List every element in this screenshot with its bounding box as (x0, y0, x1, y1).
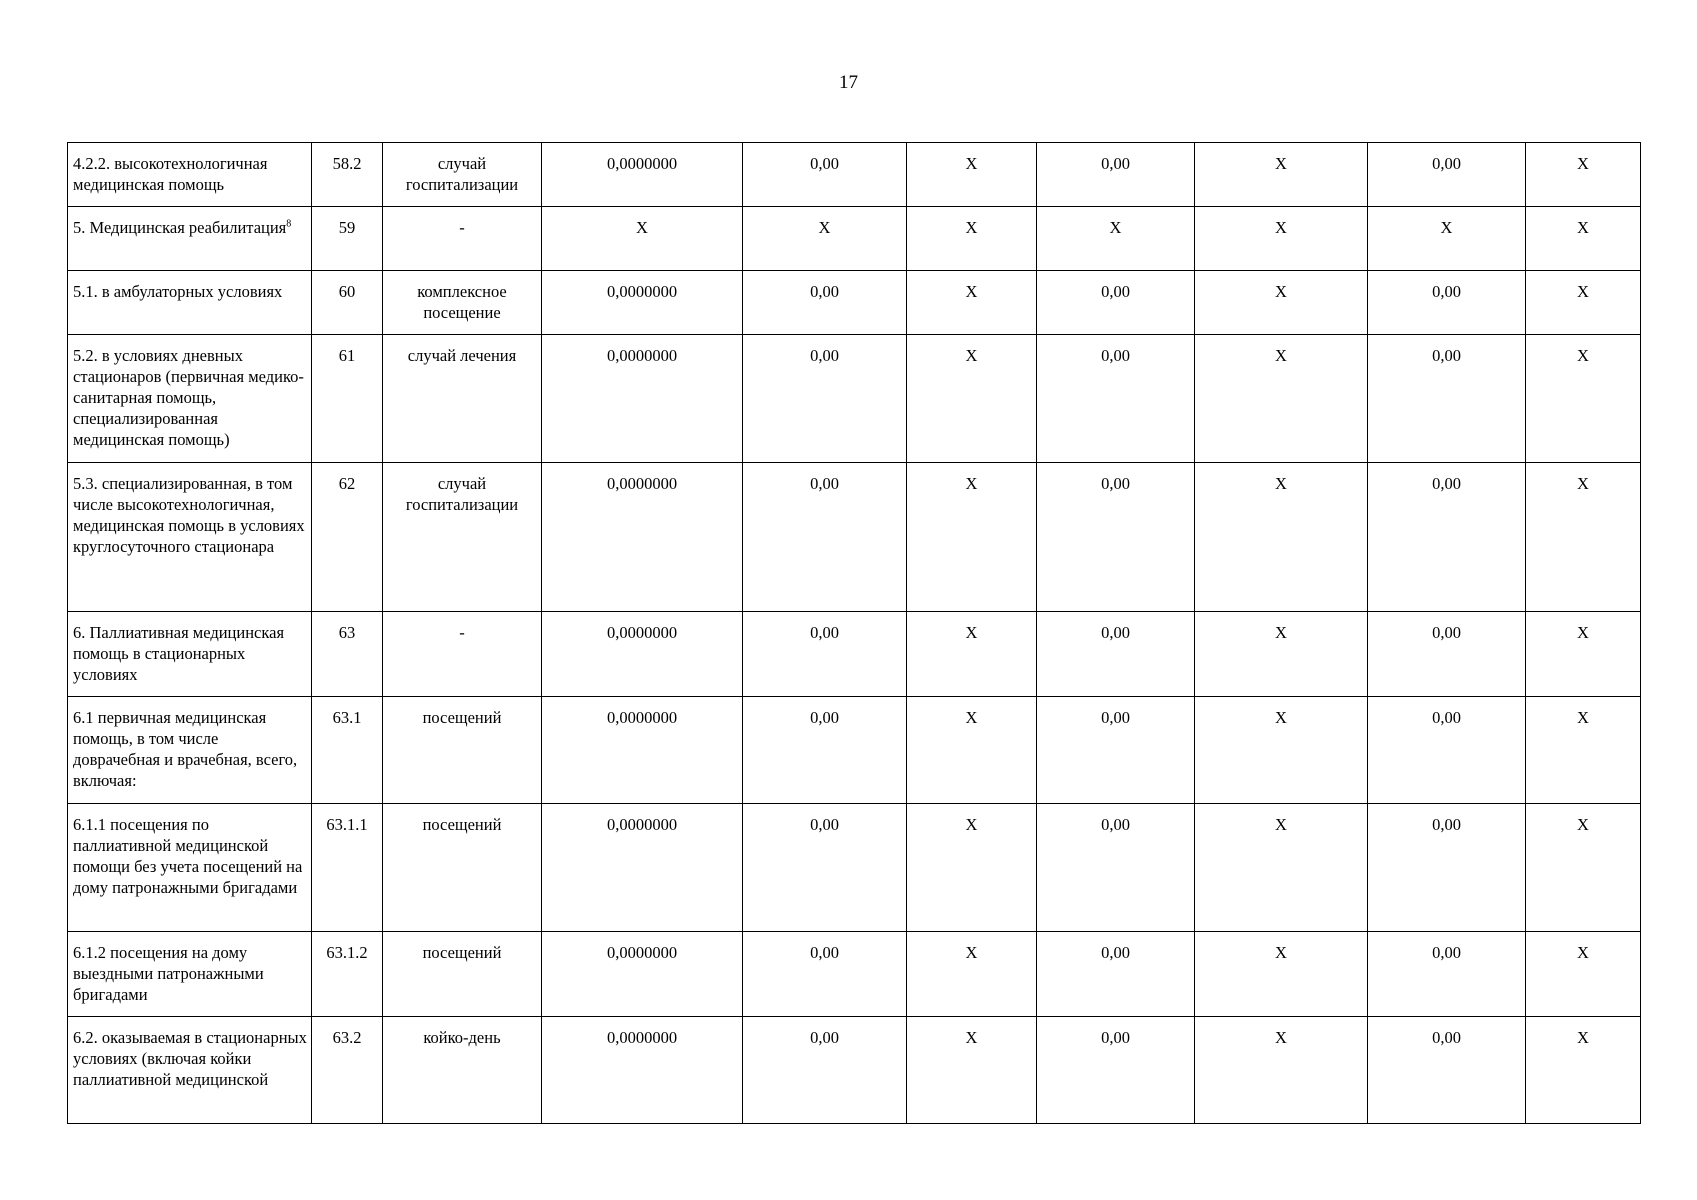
row-value-cell: X (1526, 335, 1641, 463)
row-value-cell: 0,00 (1037, 335, 1195, 463)
row-unit-cell: случай госпитализации (383, 463, 542, 612)
row-value-cell: X (907, 697, 1037, 804)
row-value-cell: X (907, 1017, 1037, 1124)
row-value-cell: 0,0000000 (542, 697, 743, 804)
row-value-cell: X (1195, 143, 1368, 207)
row-value-cell: X (1195, 697, 1368, 804)
row-value-cell: X (907, 612, 1037, 697)
row-value-cell: X (1195, 932, 1368, 1017)
row-value-cell: 0,00 (1037, 271, 1195, 335)
row-code-cell: 63 (312, 612, 383, 697)
table-row (68, 932, 1641, 1017)
row-value-cell: 0,00 (1368, 143, 1526, 207)
row-name-cell: 6.1.1 посещения по паллиативной медицинской помощи без учета посещений на дому патронажными бригадами (68, 804, 312, 932)
row-code-cell: 59 (312, 207, 383, 271)
row-value-cell: 0,00 (743, 463, 907, 612)
row-value-cell: X (907, 207, 1037, 271)
row-value-cell: X (907, 143, 1037, 207)
row-name-cell: 5. Медицинская реабилитация$^8$ (68, 207, 312, 271)
row-value-cell: 0,0000000 (542, 335, 743, 463)
table-row (68, 143, 1641, 207)
row-code-cell: 62 (312, 463, 383, 612)
row-value-cell: 0,00 (1368, 1017, 1526, 1124)
row-value-cell: 0,0000000 (542, 932, 743, 1017)
row-value-cell: 0,00 (1368, 271, 1526, 335)
row-unit-cell: случай лечения (383, 335, 542, 463)
row-value-cell: 0,00 (1368, 335, 1526, 463)
row-value-cell: X (1368, 207, 1526, 271)
row-value-cell: 0,00 (743, 143, 907, 207)
row-value-cell: X (542, 207, 743, 271)
row-name-cell: 6. Паллиативная медицинская помощь в стационарных условиях (68, 612, 312, 697)
row-value-cell: X (907, 463, 1037, 612)
row-value-cell: 0,0000000 (542, 463, 743, 612)
row-unit-cell: посещений (383, 697, 542, 804)
row-value-cell: 0,0000000 (542, 1017, 743, 1124)
row-value-cell: 0,00 (1037, 612, 1195, 697)
row-value-cell: 0,00 (1037, 143, 1195, 207)
table-row (68, 207, 1641, 271)
row-value-cell: 0,0000000 (542, 271, 743, 335)
row-value-cell: 0,0000000 (542, 612, 743, 697)
row-unit-cell: комплексное посещение (383, 271, 542, 335)
table-row (68, 463, 1641, 612)
row-value-cell: 0,00 (1037, 804, 1195, 932)
row-value-cell: 0,00 (1368, 697, 1526, 804)
row-unit-cell: - (383, 207, 542, 271)
row-value-cell: 0,00 (1368, 932, 1526, 1017)
table-row (68, 804, 1641, 932)
row-code-cell: 58.2 (312, 143, 383, 207)
row-value-cell: 0,00 (743, 697, 907, 804)
row-value-cell: X (1195, 335, 1368, 463)
row-value-cell: 0,00 (1037, 463, 1195, 612)
row-value-cell: X (743, 207, 907, 271)
row-code-cell: 61 (312, 335, 383, 463)
row-name-cell: 5.1. в амбулаторных условиях (68, 271, 312, 335)
table-row (68, 335, 1641, 463)
row-value-cell: X (1195, 804, 1368, 932)
row-value-cell: X (1195, 463, 1368, 612)
row-name-cell: 4.2.2. высокотехнологичная медицинская помощь (68, 143, 312, 207)
row-value-cell: 0,00 (743, 804, 907, 932)
row-code-cell: 63.1.2 (312, 932, 383, 1017)
row-code-cell: 63.1.1 (312, 804, 383, 932)
row-value-cell: X (1037, 207, 1195, 271)
page-number: 17 (839, 72, 858, 93)
row-value-cell: 0,00 (1037, 1017, 1195, 1124)
row-value-cell: X (1195, 207, 1368, 271)
row-value-cell: 0,00 (1037, 932, 1195, 1017)
row-value-cell: X (1526, 612, 1641, 697)
row-value-cell: 0,0000000 (542, 804, 743, 932)
row-name-cell: 6.1 первичная медицинская помощь, в том числе доврачебная и врачебная, всего, включая: (68, 697, 312, 804)
row-unit-cell: посещений (383, 932, 542, 1017)
row-value-cell: 0,00 (1368, 463, 1526, 612)
row-value-cell: X (1526, 143, 1641, 207)
row-value-cell: 0,00 (1037, 697, 1195, 804)
footnote-marker: 8 (286, 218, 292, 230)
table-row (68, 1017, 1641, 1124)
table-row (68, 697, 1641, 804)
row-value-cell: X (1526, 1017, 1641, 1124)
row-name-cell: 6.2. оказываемая в стационарных условиях (включая койки паллиативной медицинской (68, 1017, 312, 1124)
row-code-cell: 63.2 (312, 1017, 383, 1124)
row-value-cell: X (907, 932, 1037, 1017)
row-name-cell: 6.1.2 посещения на дому выездными патронажными бригадами (68, 932, 312, 1017)
row-value-cell: 0,00 (1368, 612, 1526, 697)
row-value-cell: X (1526, 697, 1641, 804)
table-row (68, 612, 1641, 697)
row-value-cell: X (907, 804, 1037, 932)
row-value-cell: X (1526, 271, 1641, 335)
row-value-cell: 0,00 (1368, 804, 1526, 932)
row-value-cell: X (1195, 271, 1368, 335)
row-value-cell: X (1195, 1017, 1368, 1124)
row-name-cell: 5.3. специализированная, в том числе высокотехнологичная, медицинская помощь в условиях круглосуточного стационара (68, 463, 312, 612)
row-name-cell: 5.2. в условиях дневных стационаров (первичная медико-санитарная помощь, специализированная медицинская помощь) (68, 335, 312, 463)
row-value-cell: X (907, 271, 1037, 335)
row-value-cell: 0,00 (743, 1017, 907, 1124)
data-table (67, 142, 1641, 1124)
row-value-cell: 0,00 (743, 612, 907, 697)
row-value-cell: X (1526, 932, 1641, 1017)
row-value-cell: X (1526, 207, 1641, 271)
row-value-cell: X (1195, 612, 1368, 697)
table-row (68, 271, 1641, 335)
row-code-cell: 63.1 (312, 697, 383, 804)
row-value-cell: X (1526, 463, 1641, 612)
row-value-cell: 0,00 (743, 271, 907, 335)
row-unit-cell: - (383, 612, 542, 697)
row-unit-cell: случай госпитализации (383, 143, 542, 207)
row-value-cell: 0,00 (743, 932, 907, 1017)
row-value-cell: X (907, 335, 1037, 463)
row-unit-cell: койко-день (383, 1017, 542, 1124)
row-unit-cell: посещений (383, 804, 542, 932)
row-value-cell: X (1526, 804, 1641, 932)
row-value-cell: 0,0000000 (542, 143, 743, 207)
row-value-cell: 0,00 (743, 335, 907, 463)
row-code-cell: 60 (312, 271, 383, 335)
